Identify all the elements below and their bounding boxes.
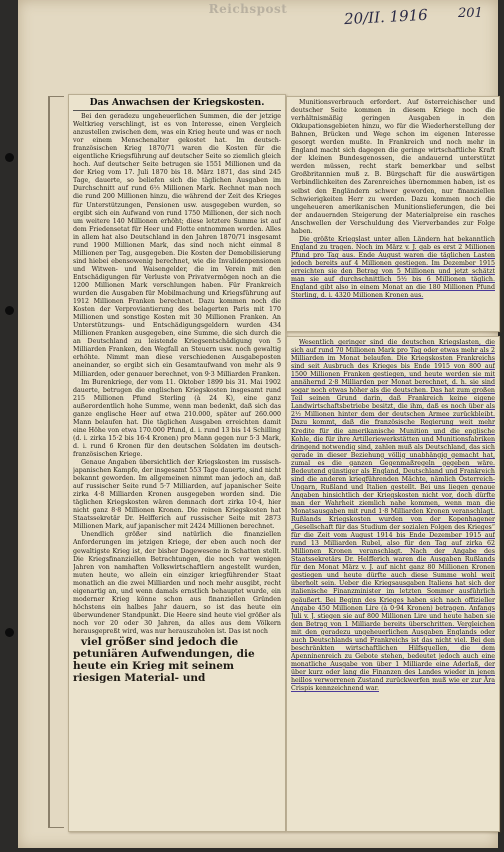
binder-hole-top — [5, 153, 14, 162]
clipping-left-column — [68, 94, 286, 832]
margin-bracket-mark — [48, 96, 64, 828]
handwritten-date: 20/II. 1916 — [343, 5, 429, 29]
article-paragraph: Munitionsverbrauch erfordert. Auf österreichischer und deutscher Seite kommen in diesem Kriege noch die verhältnismäßig geringen Ausgaben in den Okkupationsgebieten hinzu, wo für die Wiederherstellung der Bahnen, Brücken und Wege schon im eigenen Interesse gesorgt werden mußte. In Frankreich und noch mehr in England macht sich dagegen die geringe wirtschaftliche Kraft der kleinen Bundesgenossen, die andauernd unterstützt werden müssen, recht stark bemerkbar und selbst Großbritannien muß z. B. Bürgschaft für die auswärtigen Verbindlichkeiten des Zarenreiches übernommen haben, ist es selbst den Engländern schwer geworden, nur finanziellen Schwierigkeiten Herr zu werden. Dazu kommen noch die ungeheueren amerikanischen Munitionslieferungen, die bei der andauernden Steigerung der Materialpreise ein rasches Anschwellen der Verschuldung des Vierverbandes zur Folge haben. — [291, 99, 495, 235]
article-closing-large-text: viel größer sind jedoch die petuniären Aufwendungen, die heute ein Krieg mit seinem riesigen Material- und — [73, 636, 255, 685]
right-lower-text — [291, 339, 495, 829]
article-paragraph: Im Burenkriege, der vom 11. Oktober 1899 bis 31. Mai 1902 dauerte, betrugen die englischen Kriegskosten insgesamt rund 215 Millionen Pfund Sterling (à 24 K), eine ganz außerordentlich hohe Summe, wenn man bedenkt, daß sich das ganze englische Heer auf etwa 210.000, später auf 260.000 Mann belaufen hat. Die täglichen Ausgaben erreichten damit eine Höhe von etwa 170.000 Pfund, d. i. rund 13 bis 14 Schilling (d. i. zirka 15·2 bis 16·4 Kronen) pro Mann gegen nur 5·3 Mark, d. i. rund 6 Kronen für den deutschen Soldaten im deutsch-französischen Kriege. — [73, 378, 281, 458]
folio-number: 201 — [458, 6, 483, 21]
clipping-right-upper — [286, 96, 500, 332]
binder-hole-bottom — [5, 628, 14, 637]
newspaper-masthead: Reichspost — [208, 2, 288, 16]
binder-hole-middle — [5, 306, 14, 315]
archive-sheet — [18, 0, 498, 848]
article-headline: Das Anwachsen der Kriegskosten. — [73, 97, 281, 111]
article-paragraph-underlined: Die größte Kriegslast unter allen Ländern hat bekanntlich England zu tragen. Noch im März v. J. gab es erst 2 Millionen Pfund pro Tag aus. Ende August waren die täglichen Lasten jedoch bereits auf 4 Millionen gestiegen. Im Dezember 1915 erreichten sie den Betrag von 5 Millionen und jetzt schätzt man sie auf durchschnittlich 5½ bis 6 Millionen täglich. England gibt also in einem Monat an die 180 Millionen Pfund Sterling, d. i. 4320 Millionen Kronen aus. — [291, 235, 495, 300]
clipping-right-lower — [286, 336, 500, 832]
article-paragraph: Unendlich größer sind natürlich die finanziellen Anforderungen im jetzigen Kriege, der eben auch noch der gewaltigste Krieg ist, der bisher Dagewesene in Schatten stellt. Die Kriegsfinanziellen Betrachtungen, die noch vor wenigen Jahren von namhaften Volkswirtschaftlern angestellt wurden, muten heute, wo allein ein einziger kriegführender Staat monatlich an die zwei Milliarden und noch mehr ausgibt, recht eigenartig an, und wenn damals ernstlich behauptet wurde, ein moderner Krieg könne schon aus finanziellen Gründen höchstens ein halbes Jahr dauern, so ist das heute ein überwundener Standpunkt. Die Heere sind heute viel größer als noch vor 20 oder 30 Jahren, da alles aus dem Völkern herausgepreßt wird, was nur herauszuholen ist. Das ist noch — [73, 531, 281, 635]
article-paragraph: Bei den geradezu ungeheuerlichen Summen, die der jetzige Weltkrieg verschlingt, ist es von Interesse, einen Vergleich anzustellen zwischen dem, was ein Krieg heute und was er noch vor einem Menschenalter gekostet hat. Im deutsch-französischen Krieg 1870/71 waren die Kosten für die eigentliche Kriegsführung auf deutscher Seite so ziemlich gleich hoch. Auf deutscher Seite betrugen sie 1551 Millionen und da der Krieg vom 17. Juli 1870 bis 18. März 1871, das sind 245 Tage, dauerte, so beliefen sich die täglichen Ausgaben im Durchschnitt auf rund 6⅓ Millionen Mark. Rechnet man noch die rund 200 Millionen hinzu, die während der Zeit des Krieges für Unterstützungen, Pensionen usw. ausgegeben wurden, so ergibt sich ein Aufwand von rund 1750 Millionen, der sich noch um weitere 140 Millionen erhöht; diese letztere Summe ist auf dem Friedensetat für Heer und Flotte entnommen worden. Alles in allem hat also Deutschland in den Jahren 1870/71 insgesamt rund 1900 Millionen Mark, das sind noch nicht einmal 8 Millionen per Tag, ausgegeben. Die Kosten der Demobilisierung sind hiebei ebensowenig berechnet, wie die Invalidenpensionen und Witwen- und Waisengelder, die im Verein mit den Entschädigungen für Verluste von Privatvermögen noch an die 1200 Millionen Mark verschlungen haben. Für Frankreich wurden die Ausgaben für Mobilmachung und Kriegsführung auf 1912 Millionen Franken berechnet. Dazu kommen noch die Kosten der Verproviantierung des belagerten Paris mit 170 Millionen und sonstige Kosten mit 30 Millionen Franken. An Unterstützungs- und Entschädigungsgeldern wurden 434 Millionen Franken ausgegeben, eine Summe, die sich durch die an Deutschland zu leistende Kriegsentschädigung von 5 Milliarden Franken, den Wegfall an Steuern usw. noch gewaltig erhöhte. Nimmt man diese verschiedenen Ausgabeposten aneinander, so ergibt sich ein Gesamtaufwand von mehr als 9 Milliarden, oder genauer berechnet, von 9·3 Milliarden Franken. — [73, 113, 281, 378]
left-column-text — [73, 97, 281, 829]
right-upper-text — [291, 99, 495, 329]
article-paragraph: Genaue Angaben übersichtlich der Kriegskosten im russisch-japanischen Kampfe, der insgesamt 553 Tage dauerte, sind nicht bekannt geworden. Im allgemeinen nimmt man jedoch an, daß auf russischer Seite rund 5·7 Milliarden, auf japanischer Seite zirka 4·8 Milliarden Kronen ausgegeben worden sind. Die täglichen Kriegskosten wären demnach dort zirka 10·4, hier nicht ganz 8·8 Millionen Kronen. Die reinen Kriegskosten hat Staatssekretär Dr. Helfferich auf russischer Seite mit 2873 Millionen Mark, auf japanischer mit 2424 Millionen berechnet. — [73, 459, 281, 531]
article-paragraph-underlined: Wesentlich geringer sind die deutschen Kriegslasten, die sich auf rund 70 Millionen Mark pro Tag oder etwas mehr als 2 Milliarden im Monat belaufen. Die Kriegskosten Frankreichs sind seit Ausbruch des Krieges bis Ende 1915 von 800 auf 1500 Millionen Franken gestiegen, und heute werden sie mit annähernd 2·8 Milliarden per Monat berechnet, d. h. sie sind sogar noch etwas höher als die deutschen. Das hat zum großen Teil seinen Grund darin, daß Frankreich keine eigene Landwirtschaftsbetriebe besitzt, die ihm, daß es noch über als 2½ Millionen hinter dem der deutschen Armee zurückbleibt. Dazu kommt, daß die französische Regierung weit mehr Kredite für die amerikanische Munition und die englische Kohle, die für ihre Artilleriewerkstätten und Munitionsfabriken dringend notwendig sind, zahlen muß als Deutschland, das sich gerade in dieser Beziehung völlig unabhängig gemacht hat, zumal es die ganzen Gegenmaßregeln gegeben wäre. Bedeutend günstiger als England, Deutschland und Frankreich sind die anderen kriegführenden Mächte, nämlich Österreich-Ungarn, Rußland und Italien gestellt. Bei uns liegen genaue Angaben hinsichtlich der Kriegskosten nicht vor, doch dürfte man der Wahrheit ziemlich nahe kommen, wenn man die Monatsausgaben mit rund 1·8 Milliarden Kronen veranschlagt. Rußlands Kriegskosten wurden von der Kopenhagener „Gesellschaft für das Studium der sozialen Folgen des Krieges“ für die Zeit vom August 1914 bis Ende Dezember 1915 auf rund 13 Milliarden Rubel, also für den Tag auf zirka 62 Millionen Kronen veranschlagt. Nach der Angabe des Staatssekretärs Dr. Helfferich waren die Ausgaben Rußlands für den Monat März v. J. auf nicht ganz 80 Millionen Kronen gestiegen und heute dürfte auch diese Summe wohl weit überholt sein. Ueber die Kriegsausgaben Italiens hat sich der italienische Finanzminister im letzten Sommer ausführlich geäußert. Bei Beginn des Krieges haben sich nach offizieller Angabe 450 Millionen Lire (à 0·94 Kronen) betragen. Anfangs Juli v. J. stiegen sie auf 800 Millionen Lire und heute haben sie den Betrag von 1 Milliarde bereits überschritten. Vergleichen mit den geradezu ungeheuerlichen Ausgaben Englands oder auch Deutschlands und Frankreichs ist das nicht viel. Bei den beschränkten wirtschaftlichen Hilfsquellen, die dem Apenninenreich zu Gebote stehen, bedeutet jedoch auch eine monatliche Ausgabe von über 1 Milliarde eine Aderlaß, der über kurz oder lang die Finanzen des Landes wieder in jenen heillos verworrenen Zustand zurückwerfen muß wie er zur Ära Crispis kennzeichnend war. — [291, 339, 495, 693]
